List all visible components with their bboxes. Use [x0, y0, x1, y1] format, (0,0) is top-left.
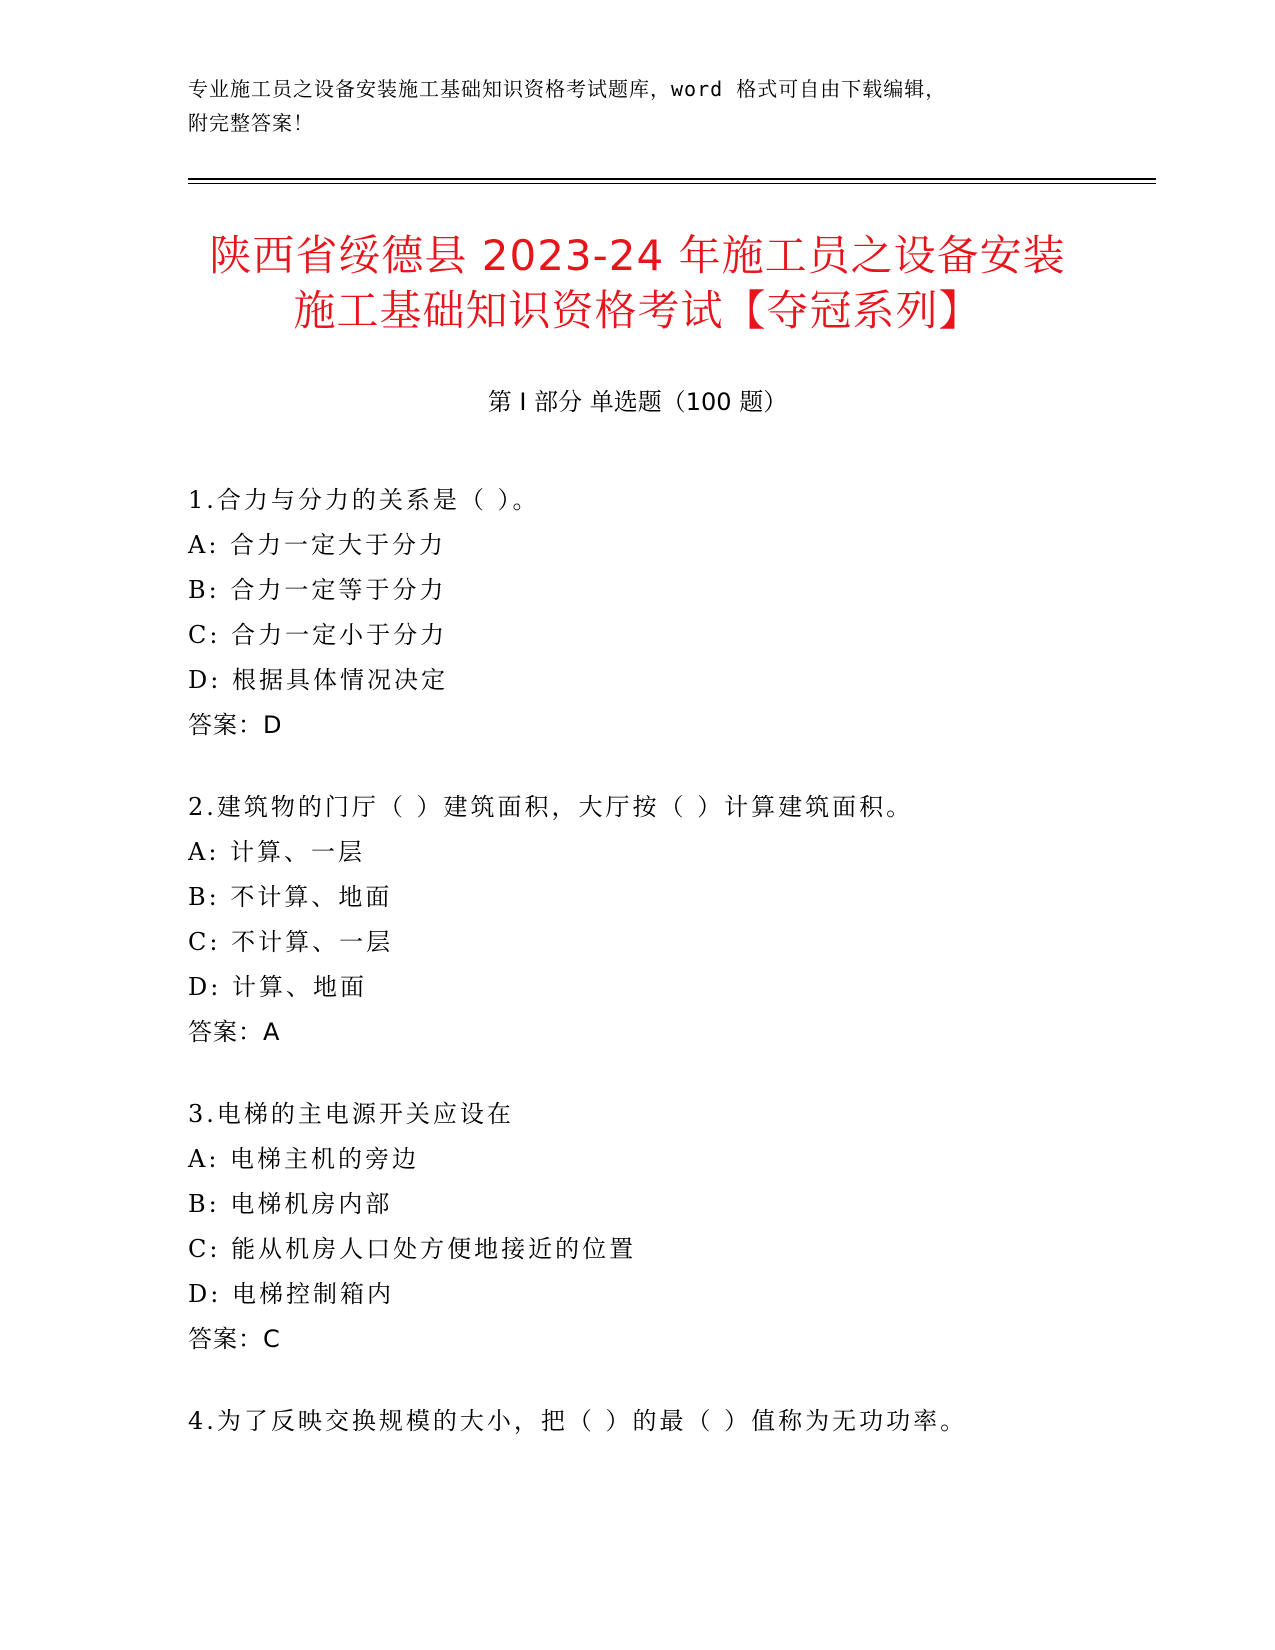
option-d: D: 电梯控制箱内: [188, 1280, 394, 1308]
document-title-line2: 施工基础知识资格考试【夺冠系列】: [293, 286, 982, 335]
option-a: A: 计算、一层: [188, 838, 366, 866]
document-title: [140, 228, 1135, 338]
question-1: [188, 478, 1148, 748]
option-b: B: 不计算、地面: [188, 883, 393, 911]
option-a: A: 电梯主机的旁边: [188, 1145, 420, 1173]
question-stem: 1.合力与分力的关系是（ ）。: [188, 486, 540, 514]
answer-key: 答案：A: [188, 1018, 281, 1046]
option-b: B: 合力一定等于分力: [188, 576, 447, 604]
header-divider-thick: [188, 178, 1156, 180]
answer-key: 答案：D: [188, 711, 283, 739]
question-list: [188, 478, 1148, 1481]
header-note-line1: 专业施工员之设备安装施工基础知识资格考试题库，word 格式可自由下载编辑，: [188, 77, 947, 101]
header-divider-thin: [188, 183, 1156, 184]
section-heading: 第 I 部分 单选题（100 题）: [487, 388, 788, 416]
answer-key: 答案：C: [188, 1325, 281, 1353]
question-stem: 3.电梯的主电源开关应设在: [188, 1100, 514, 1128]
option-d: D: 计算、地面: [188, 973, 367, 1001]
option-c: C: 合力一定小于分力: [188, 621, 448, 649]
header-note: [188, 72, 1088, 140]
question-2: [188, 785, 1148, 1055]
option-d: D: 根据具体情况决定: [188, 666, 448, 694]
question-4: [188, 1399, 1148, 1444]
header-note-line2: 附完整答案！: [188, 111, 314, 135]
option-b: B: 电梯机房内部: [188, 1190, 393, 1218]
question-3: [188, 1092, 1148, 1362]
document-title-line1: 陕西省绥德县 2023-24 年施工员之设备安装: [209, 231, 1066, 280]
option-c: C: 不计算、一层: [188, 928, 394, 956]
option-c: C: 能从机房人口处方便地接近的位置: [188, 1235, 637, 1263]
option-a: A: 合力一定大于分力: [188, 531, 447, 559]
question-stem: 2.建筑物的门厅（ ）建筑面积，大厅按（ ）计算建筑面积。: [188, 793, 914, 821]
question-stem: 4.为了反映交换规模的大小，把（ ）的最（ ）值称为无功功率。: [188, 1407, 968, 1435]
